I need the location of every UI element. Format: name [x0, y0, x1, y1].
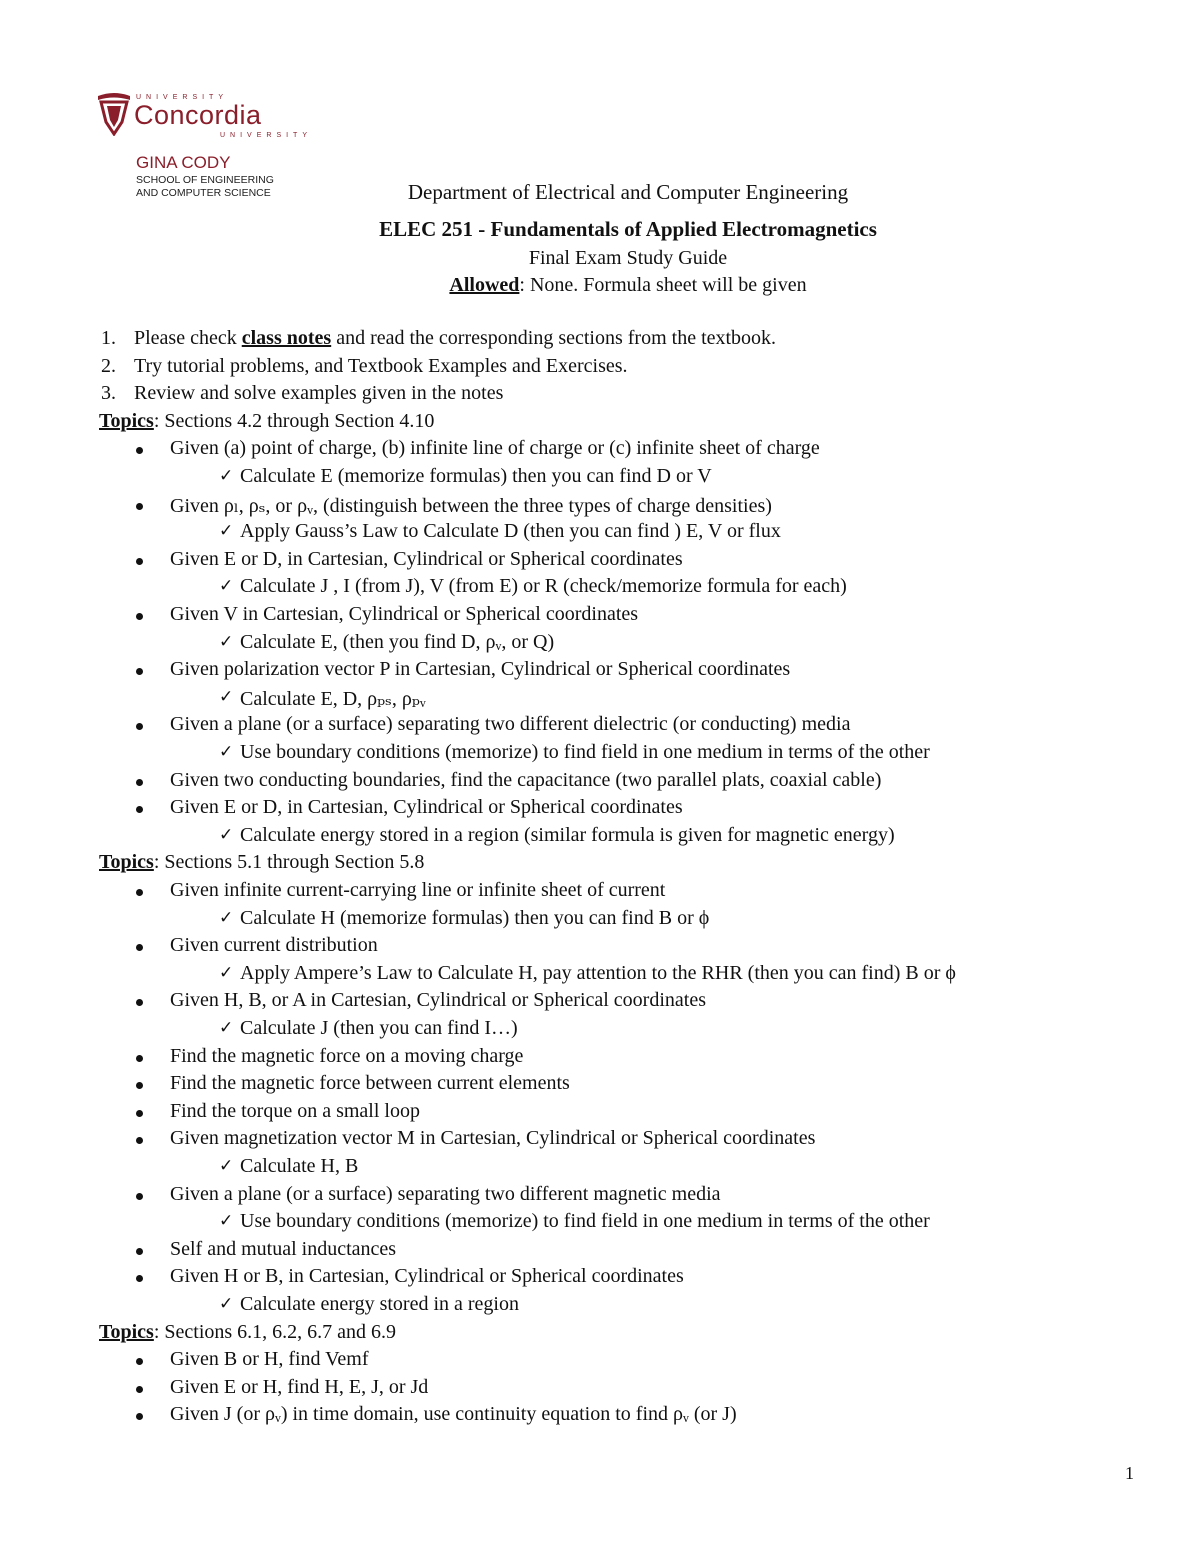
check-item: Calculate energy stored in a region	[240, 1293, 519, 1315]
bullet-item: Given H, B, or A in Cartesian, Cylindrical or Spherical coordinates	[170, 989, 706, 1012]
topics-label: Topics	[99, 851, 154, 874]
bullet-item: Given V in Cartesian, Cylindrical or Spherical coordinates	[170, 603, 639, 625]
checkmark-icon: ✓	[219, 1211, 234, 1232]
bullet-icon	[136, 1193, 143, 1200]
bullet-item: Find the torque on a small loop	[170, 1099, 420, 1122]
check-item: Calculate H, B	[240, 1155, 359, 1177]
intro-item-text: Review and solve examples given in the notes	[134, 382, 504, 405]
checkmark-icon: ✓	[219, 742, 234, 762]
bullet-item: Given J (or ρᵥ) in time domain, use continuity equation to find ρᵥ (or J)	[170, 1403, 737, 1426]
bullet-item: Given two conducting boundaries, find the capacitance (two parallel plats, coaxial cable)	[170, 768, 882, 791]
bullet-icon	[136, 1082, 143, 1089]
bullet-icon	[136, 558, 143, 565]
check-item: Calculate H (memorize formulas) then you can find B or ϕ	[240, 906, 710, 929]
intro-item	[134, 327, 776, 350]
topics-heading	[99, 851, 424, 874]
concordia-shield-icon	[96, 92, 132, 136]
bullet-item: Given (a) point of charge, (b) infinite line of charge or (c) infinite sheet of charge	[170, 437, 820, 460]
allowed-text: : None. Formula sheet will be given	[519, 274, 807, 296]
allowed-line	[0, 274, 1200, 297]
check-item: Calculate energy stored in a region (similar formula is given for magnetic energy)	[240, 823, 895, 846]
bullet-icon	[136, 1386, 143, 1393]
topics-range: : Sections 4.2 through Section 4.10	[153, 409, 435, 432]
bullet-item: Given infinite current-carrying line or infinite sheet of current	[170, 879, 666, 901]
exam-subtitle: Final Exam Study Guide	[528, 247, 728, 269]
bullet-item: Given a plane (or a surface) separating two different dielectric (or conducting) media	[170, 713, 851, 736]
intro-item	[134, 382, 503, 405]
bullet-icon	[136, 1413, 143, 1420]
bullet-item: Given ρₗ, ρₛ, or ρᵥ, (distinguish between the three types of charge densities)	[170, 494, 772, 517]
bullet-item: Given H or B, in Cartesian, Cylindrical or Spherical coordinates	[170, 1265, 684, 1288]
intro-item-number: 1.	[101, 327, 116, 349]
checkmark-icon: ✓	[219, 466, 234, 486]
bullet-item: Given B or H, find Vemf	[170, 1348, 369, 1371]
bullet-item: Given current distribution	[170, 934, 378, 957]
bullet-icon	[136, 999, 143, 1006]
checkmark-icon: ✓	[219, 962, 234, 983]
bullet-icon	[136, 1358, 143, 1365]
check-item: Calculate E (memorize formulas) then you can find D or V	[240, 465, 712, 487]
bullet-item: Given polarization vector P in Cartesian, Cylindrical or Spherical coordinates	[170, 658, 791, 681]
topics-label: Topics	[99, 409, 154, 432]
checkmark-icon: ✓	[219, 907, 234, 928]
check-item: Use boundary conditions (memorize) to find field in one medium in terms of the other	[240, 741, 930, 763]
check-item: Calculate J (then you can find I…)	[240, 1017, 518, 1039]
topics-range: : Sections 6.1, 6.2, 6.7 and 6.9	[153, 1320, 397, 1343]
allowed-label: Allowed	[449, 274, 520, 296]
bullet-item: Find the magnetic force between current elements	[170, 1072, 570, 1095]
logo-school-subtitle: SCHOOL OF ENGINEERING AND COMPUTER SCIENCE	[136, 174, 274, 199]
check-item: Calculate E, (then you find D, ρᵥ, or Q)	[240, 630, 555, 653]
logo-university-top: UNIVERSITY	[136, 94, 229, 101]
checkmark-icon: ✓	[219, 521, 234, 542]
bullet-item: Given magnetization vector M in Cartesian, Cylindrical or Spherical coordinates	[170, 1127, 816, 1150]
topics-range: : Sections 5.1 through Section 5.8	[153, 851, 425, 874]
intro-item	[134, 355, 628, 378]
logo-name: Concordia	[134, 100, 262, 130]
bullet-item: Given a plane (or a surface) separating two different magnetic media	[170, 1182, 721, 1205]
topics-label: Topics	[99, 1320, 154, 1343]
bullet-item: Self and mutual inductances	[170, 1237, 397, 1260]
bullet-icon	[136, 1275, 143, 1282]
intro-item-number: 3.	[101, 382, 116, 405]
check-item: Calculate J , I (from J), V (from E) or R (check/memorize formula for each)	[240, 575, 847, 598]
bullet-icon	[136, 806, 143, 813]
bullet-icon	[136, 1248, 143, 1255]
checkmark-icon: ✓	[219, 824, 234, 845]
intro-item-emphasis: class notes	[241, 327, 332, 349]
topics-heading	[99, 410, 434, 433]
bullet-item: Given E or H, find H, E, J, or Jd	[170, 1375, 429, 1398]
checkmark-icon: ✓	[219, 1018, 234, 1038]
bullet-icon	[136, 1137, 143, 1144]
bullet-icon	[136, 1055, 143, 1062]
department-title: Department of Electrical and Computer Engineering	[407, 180, 849, 204]
logo-school-name: GINA CODY	[136, 153, 231, 172]
topics-heading	[99, 1321, 396, 1344]
check-item: Apply Ampere’s Law to Calculate H, pay attention to the RHR (then you can find) B or ϕ	[240, 961, 956, 984]
intro-item-text: Try tutorial problems, and Textbook Examples and Exercises.	[134, 354, 628, 377]
bullet-icon	[136, 447, 143, 454]
intro-item-text-end: and read the corresponding sections from the textbook.	[331, 327, 777, 349]
intro-item-text: Please check	[134, 327, 242, 349]
checkmark-icon: ✓	[219, 576, 234, 597]
bullet-item: Given E or D, in Cartesian, Cylindrical or Spherical coordinates	[170, 796, 683, 819]
bullet-icon	[136, 668, 143, 675]
checkmark-icon: ✓	[219, 1294, 234, 1314]
bullet-icon	[136, 503, 143, 510]
check-item: Apply Gauss’s Law to Calculate D (then you can find ) E, V or flux	[240, 520, 781, 543]
bullet-icon	[136, 779, 143, 786]
bullet-icon	[136, 1110, 143, 1117]
intro-item-number: 2.	[101, 354, 116, 377]
bullet-icon	[136, 944, 143, 951]
page-number: 1	[1125, 1463, 1134, 1483]
bullet-item: Find the magnetic force on a moving charge	[170, 1044, 524, 1067]
bullet-item: Given E or D, in Cartesian, Cylindrical or Spherical coordinates	[170, 547, 683, 570]
checkmark-icon: ✓	[219, 1156, 234, 1176]
bullet-icon	[136, 889, 143, 896]
bullet-icon	[136, 613, 143, 620]
bullet-icon	[136, 723, 143, 730]
check-item: Use boundary conditions (memorize) to find field in one medium in terms of the other	[240, 1210, 930, 1233]
logo-university-bottom: UNIVERSITY	[220, 132, 313, 139]
checkmark-icon: ✓	[219, 631, 234, 652]
course-title: ELEC 251 - Fundamentals of Applied Electromagnetics	[379, 217, 877, 241]
checkmark-icon: ✓	[219, 686, 234, 707]
check-item: Calculate E, D, ρₚₛ, ρₚᵥ	[240, 687, 426, 710]
